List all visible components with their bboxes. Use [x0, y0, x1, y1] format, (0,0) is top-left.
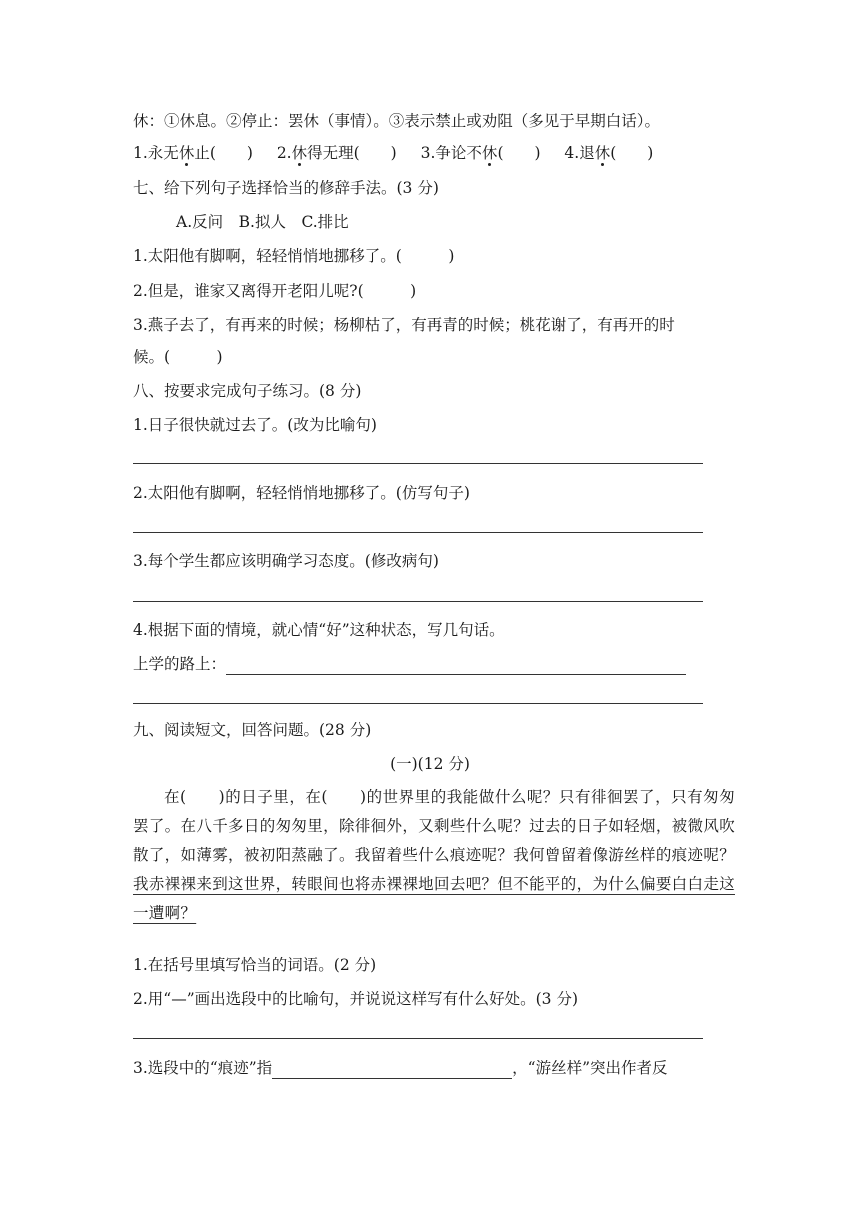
s7-question-3-line1: 3.燕子去了，有再来的时候；杨柳枯了，有再青的时候；桃花谢了，有再开的时 — [133, 316, 675, 334]
xiu-item-4: 4.退休( ) — [564, 144, 654, 162]
s8-question-4: 4.根据下面的情境，就心情“好”这种状态，写几句话。 — [133, 621, 505, 639]
s7-question-3-line2: 候。( ) — [133, 348, 223, 366]
xiu-item-3: 3.争论不休( ) — [420, 144, 541, 162]
answer-line[interactable] — [133, 1038, 703, 1039]
answer-blank[interactable] — [272, 1060, 512, 1079]
passage-subtitle: (一)(12 分) — [390, 755, 470, 773]
s8-question-4-prompt: 上学的路上： — [133, 653, 686, 675]
s9-question-1: 1.在括号里填写恰当的词语。(2 分) — [133, 956, 377, 974]
xiu-item-1: 1.永无休止( ) — [133, 144, 253, 162]
section-8-title: 八、按要求完成句子练习。(8 分) — [133, 382, 362, 400]
s8-question-1: 1.日子很快就过去了。(改为比喻句) — [133, 416, 377, 434]
reading-passage — [133, 783, 735, 928]
s9-question-3: 3.选段中的“痕迹”指 ，“游丝样”突出作者反 — [133, 1059, 668, 1077]
s7-question-2: 2.但是，谁家又离得开老阳儿呢?( ) — [133, 282, 417, 300]
rhetoric-options: A.反问 B.拟人 C.排比 — [176, 213, 349, 231]
xiu-item-2: 2.休得无理( ) — [276, 144, 397, 162]
xiu-definition: 休：①休息。②停止：罢休（事情）。③表示禁止或劝阻（多见于早期白话）。 — [133, 112, 661, 130]
s8-question-2: 2.太阳他有脚啊，轻轻悄悄地挪移了。(仿写句子) — [133, 484, 470, 502]
answer-line[interactable] — [133, 601, 703, 602]
section-9-title: 九、阅读短文，回答问题。(28 分) — [133, 721, 372, 739]
answer-blank[interactable] — [226, 656, 686, 675]
xiu-items — [133, 142, 653, 164]
answer-line[interactable] — [133, 463, 703, 464]
section-7-title: 七、给下列句子选择恰当的修辞手法。(3 分) — [133, 179, 439, 197]
s9-question-2: 2.用“—”画出选段中的比喻句，并说说这样写有什么好处。(3 分) — [133, 990, 579, 1008]
s7-question-1: 1.太阳他有脚啊，轻轻悄悄地挪移了。( ) — [133, 247, 455, 265]
answer-line[interactable] — [133, 703, 703, 704]
passage-text: 在( )的日子里，在( )的世界里的我能做什么呢？只有徘徊罢了，只有匆匆罢了。在八千多日的匆匆里，除徘徊外，又剩些什么呢？过去的日子如轻烟，被微风吹散了，如薄雾，被初阳蒸融了。我留着些什么痕迹呢？我何曾留着像游丝样的痕迹呢？ — [133, 788, 735, 864]
s8-question-3: 3.每个学生都应该明确学习态度。(修改病句) — [133, 552, 439, 570]
passage-underlined-text: 我赤裸裸来到这世界，转眼间也将赤裸裸地回去吧？但不能平的，为什么偏要白白走这一遭啊？ — [133, 875, 735, 922]
answer-line[interactable] — [133, 532, 703, 533]
